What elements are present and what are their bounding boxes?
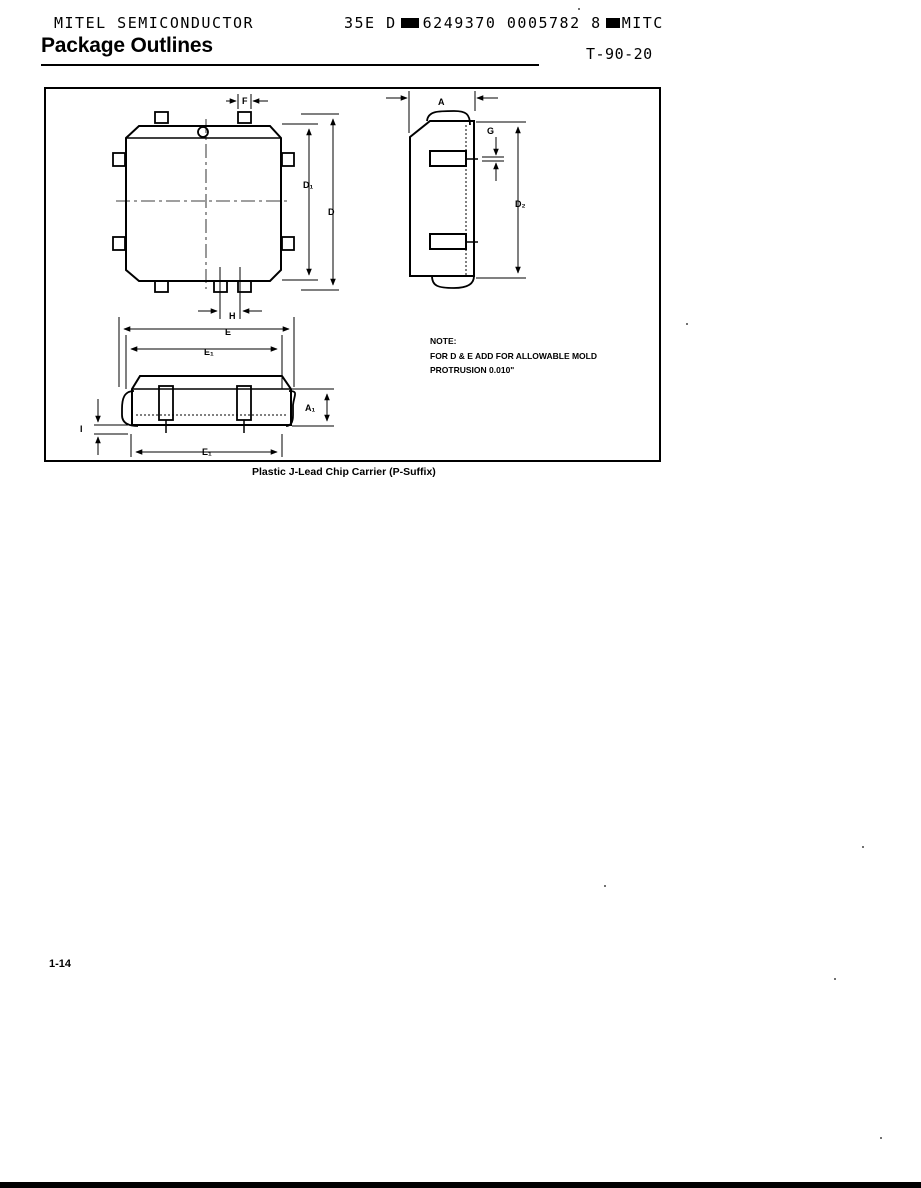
note-line-1: FOR D & E ADD FOR ALLOWABLE MOLD xyxy=(430,350,597,361)
scan-speck xyxy=(604,885,606,887)
label-f: F xyxy=(242,96,248,106)
scan-speck xyxy=(834,978,836,980)
mold-protrusion-note xyxy=(430,334,597,378)
page-title: Package Outlines xyxy=(41,34,213,57)
scan-bottom-edge xyxy=(0,1182,921,1188)
label-g: G xyxy=(487,126,495,136)
label-h: H xyxy=(229,311,236,321)
front-view xyxy=(94,317,334,457)
black-block-icon xyxy=(606,18,620,28)
label-e1-bottom: E₁ xyxy=(202,447,212,457)
note-line-2: PROTRUSION 0.010" xyxy=(430,365,515,375)
black-block-icon xyxy=(401,18,419,28)
label-a: A xyxy=(438,97,445,107)
package-drawing xyxy=(46,89,663,464)
code-right: MITC xyxy=(621,14,664,32)
page-number: 1-14 xyxy=(49,958,72,970)
title-rule xyxy=(41,64,539,66)
document-reference: T-90-20 xyxy=(586,45,653,63)
package-outline-figure xyxy=(44,87,661,462)
header-codes xyxy=(344,14,664,32)
scan-speck xyxy=(578,8,580,10)
note-title: NOTE: xyxy=(430,336,457,346)
label-a1: A₁ xyxy=(305,403,316,413)
side-view xyxy=(386,91,526,288)
company-name: MITEL SEMICONDUCTOR xyxy=(54,14,255,32)
figure-caption: Plastic J-Lead Chip Carrier (P-Suffix) xyxy=(252,466,436,478)
label-d: D xyxy=(328,207,335,217)
label-d1: D₁ xyxy=(303,180,314,190)
top-view xyxy=(113,94,339,319)
label-e1: E₁ xyxy=(204,347,214,357)
scan-speck xyxy=(686,323,688,325)
label-i: I xyxy=(80,424,83,434)
label-e: E xyxy=(225,327,232,337)
header-company xyxy=(54,14,254,32)
code-left: 35E D xyxy=(344,14,397,32)
scan-speck xyxy=(880,1137,882,1139)
code-middle: 6249370 0005782 8 xyxy=(422,14,602,32)
scan-speck xyxy=(862,846,864,848)
label-d2: D₂ xyxy=(515,199,526,209)
